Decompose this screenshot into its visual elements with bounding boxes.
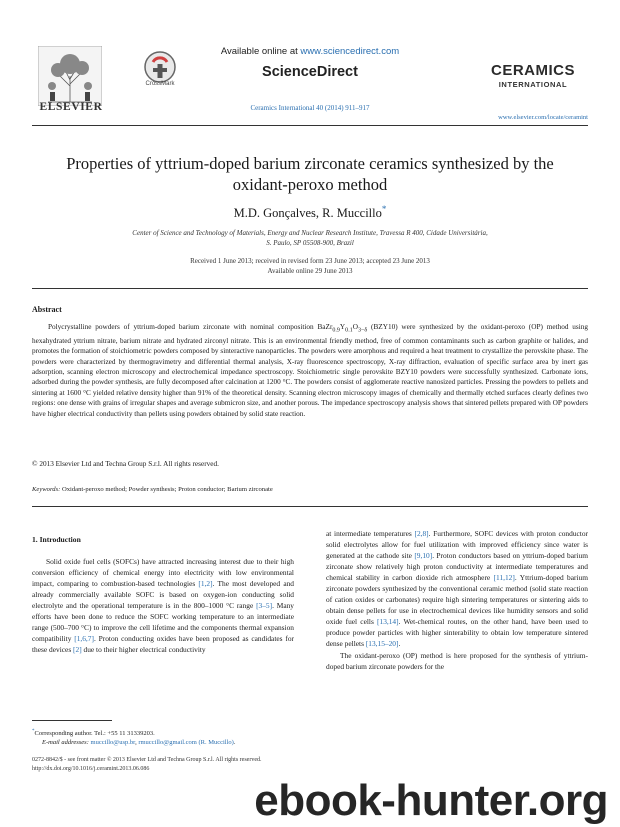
email-link-1[interactable]: muccillo@usp.br bbox=[90, 739, 136, 747]
author-list bbox=[0, 204, 620, 221]
intro-paragraph-2: The oxidant-peroxo (OP) method is here proposed for the synthesis of yttrium-doped barium zirconate powders for the bbox=[326, 650, 588, 671]
citation-link[interactable]: [2] bbox=[73, 645, 82, 655]
keywords-label: Keywords: bbox=[32, 486, 61, 493]
email-link-2[interactable]: rmuccillo@gmail.com (R. Muccillo) bbox=[138, 739, 234, 747]
intro-text: . bbox=[398, 639, 401, 649]
citation-link[interactable]: [2,8] bbox=[414, 529, 429, 538]
intro-text: . Many efforts have been done to reduce the SOFC working temperature to an intermediate range (500–700 °C) to improve the cell lifetime and the components thermal expansion compatibility bbox=[32, 601, 294, 644]
intro-text: . Proton conducting oxides have been proposed as candidates for these devices bbox=[32, 634, 294, 655]
section-heading-introduction: 1. Introduction bbox=[32, 535, 81, 544]
author-names: M.D. Gonçalves, R. Muccillo bbox=[233, 206, 382, 221]
journal-url-link[interactable]: www.elsevier.com/locate/ceramint bbox=[498, 114, 588, 121]
intro-text: . Yttrium-doped barium zirconate powders synthesized by the conventional ceramic method (solid state reaction of cation oxides or carbonates) require high sintering temperatures or sintering aids to obtain dense pellets for use in electrochemical devices like humidity sensors and solid oxide fuel cells bbox=[326, 573, 588, 627]
affiliation-line-1: Center of Science and Technology of Materials, Energy and Nuclear Research Institute, Travessa R 400, Cidade Universitária, bbox=[132, 229, 488, 237]
article-dates bbox=[0, 256, 620, 276]
online-date: Available online 29 June 2013 bbox=[267, 267, 353, 275]
footnote bbox=[32, 727, 312, 747]
intro-text: . Furthermore, SOFC devices with proton conductor solid electrolytes allow for fuel utilization with improved efficiency since water is generated at the cathode site bbox=[326, 529, 589, 561]
abstract-text-rest: (BZY10) were synthesized by the oxidant-peroxo (OP) method using hexahydrated yttrium nitrate, barium nitrate and hydrated zirconyl nitrate. This is an environmental friendly method, free of common contaminants such as carbon graphite or halides, and promotes the formation of stoichiometric powders composed by sinteractive nanoparticles. The powders were amorphous and required a heat treatment to crystallize the perovskite phase. The powders were characterized by thermogravimetry and differential thermal analysis, X-ray fluorescence spectroscopy, X-ray diffraction, evaluation of specific surface area by inert gas adsorption, scanning electron microscopy and electrochemical impedance spectroscopy. Stoichiometric single perovskite BZY10 powders were successfully synthesized. Carbonate ions, adsorbed during the powder synthesis, are fully decomposed after calcination at 1200 °C. The powders consist of agglomerate reactive nanosized particles. Pressing the powders to pellets and sintering at 1600 °C yielded relative density higher than 91% of the theoretical density. Scanning electron microscopy images of chemically and thermally etched surfaces clearly defines two regions: one dense with grains of irregular shapes and average submicron size, and another porous. The impedance spectroscopy analysis shows that sintered pellets prepared with OP powders have higher electrical conductivity than pellets using powders obtained by solid state reaction. bbox=[32, 323, 588, 418]
email-end: . bbox=[233, 739, 236, 747]
citation-link[interactable]: [3–5] bbox=[256, 601, 273, 611]
publication-info bbox=[32, 756, 452, 773]
journal-brand-line2: INTERNATIONAL bbox=[498, 80, 568, 89]
journal-reference-link[interactable]: Ceramics International 40 (2014) 911–917 bbox=[250, 104, 370, 112]
footnote-mark: * bbox=[32, 729, 35, 734]
availability-prefix: Available online at bbox=[220, 46, 301, 57]
article-title: Properties of yttrium-doped barium zirconate ceramics synthesized by the oxidant-peroxo method bbox=[66, 154, 554, 194]
formula-y: Y bbox=[339, 323, 346, 331]
publisher-wordmark: ELSEVIER bbox=[39, 101, 103, 113]
keywords-list: Oxidant-peroxo method; Powder synthesis; Proton conductor; Barium zirconate bbox=[60, 486, 273, 493]
abstract-copyright: © 2013 Elsevier Ltd and Techna Group S.r.l. All rights reserved. bbox=[32, 460, 219, 468]
platform-name: ScienceDirect bbox=[262, 64, 358, 80]
received-dates: Received 1 June 2013; received in revised form 23 June 2013; accepted 23 June 2013 bbox=[190, 257, 430, 265]
citation-link[interactable]: [1,2] bbox=[198, 579, 213, 589]
formula-sub-y: 0.1 bbox=[345, 327, 353, 334]
affiliation-line-2: S. Paulo, SP 05508-900, Brazil bbox=[266, 239, 354, 247]
corresponding-author-note bbox=[32, 727, 312, 738]
abstract-heading: Abstract bbox=[32, 305, 62, 314]
intro-text: due to their higher electrical conductivity bbox=[81, 645, 206, 655]
citation-link[interactable]: [13,14] bbox=[377, 617, 399, 627]
header-divider bbox=[32, 125, 588, 126]
formula-o: O bbox=[352, 323, 358, 331]
crossmark-label: CrossMark bbox=[145, 81, 175, 87]
citation-link[interactable]: [13,15–20] bbox=[365, 639, 399, 649]
doi-link[interactable]: http://dx.doi.org/10.1016/j.ceramint.2013.06.086 bbox=[32, 765, 150, 772]
citation-link[interactable]: [9,10] bbox=[414, 551, 433, 561]
intro-text: Solid oxide fuel cells (SOFCs) have attracted increasing interest due to their high conversion efficiency of chemical energy into electricity with low environmental impact, comparing to combustion-based technologies bbox=[32, 557, 294, 589]
citation-link[interactable]: [11,12] bbox=[493, 573, 515, 583]
sciencedirect-link[interactable]: www.sciencedirect.com bbox=[300, 46, 400, 57]
intro-text: . Wet-chemical routes, on the other hand, have been used to produce powder particles with higher sinterability to obtain low temperature sintered dense pellets bbox=[326, 617, 588, 649]
intro-text: . Proton conductors based on yttrium-doped barium zirconate show relatively high proton conductivity at intermediate temperatures and chemical stability in carbon dioxide rich atmosphere bbox=[326, 551, 588, 583]
intro-text: at intermediate temperatures bbox=[326, 529, 415, 538]
email-label: E-mail addresses: bbox=[42, 739, 91, 747]
corresponding-author-text: Corresponding author. Tel.: +55 11 31339203. bbox=[34, 730, 155, 738]
citation-link[interactable]: [1,6,7] bbox=[74, 634, 94, 644]
intro-paragraph-1 bbox=[32, 556, 294, 655]
corresponding-author-mark[interactable]: * bbox=[381, 204, 387, 214]
email-separator: , bbox=[135, 739, 139, 747]
issn-line: 0272-8842/$ - see front matter © 2013 Elsevier Ltd and Techna Group S.r.l. All rights reserved. bbox=[32, 757, 262, 763]
formula-sub-o: 3−δ bbox=[357, 327, 368, 334]
formula-sub-zr: 0.9 bbox=[332, 327, 340, 334]
right-column bbox=[326, 528, 588, 672]
abstract-text-start: Polycrystalline powders of yttrium-doped barium zirconate with nominal composition BaZr bbox=[48, 323, 333, 331]
availability-line bbox=[0, 46, 620, 57]
intro-paragraph-1-continued bbox=[326, 528, 588, 650]
keywords bbox=[32, 486, 273, 493]
affiliation bbox=[80, 228, 540, 248]
left-column bbox=[32, 534, 294, 655]
abstract-top-divider bbox=[32, 288, 588, 289]
abstract-bottom-divider bbox=[32, 506, 588, 507]
watermark-text: ebook-hunter.org bbox=[254, 776, 608, 825]
email-line bbox=[32, 738, 312, 747]
abstract-body bbox=[32, 322, 588, 419]
journal-brand-line1: CERAMICS bbox=[490, 62, 575, 79]
footnote-divider bbox=[32, 720, 112, 721]
intro-text: . The most developed and already commercially available SOFC is based on oxygen-ion conducting solid electrolyte and the operational temperature is in the 800–1000 °C range bbox=[32, 579, 294, 611]
